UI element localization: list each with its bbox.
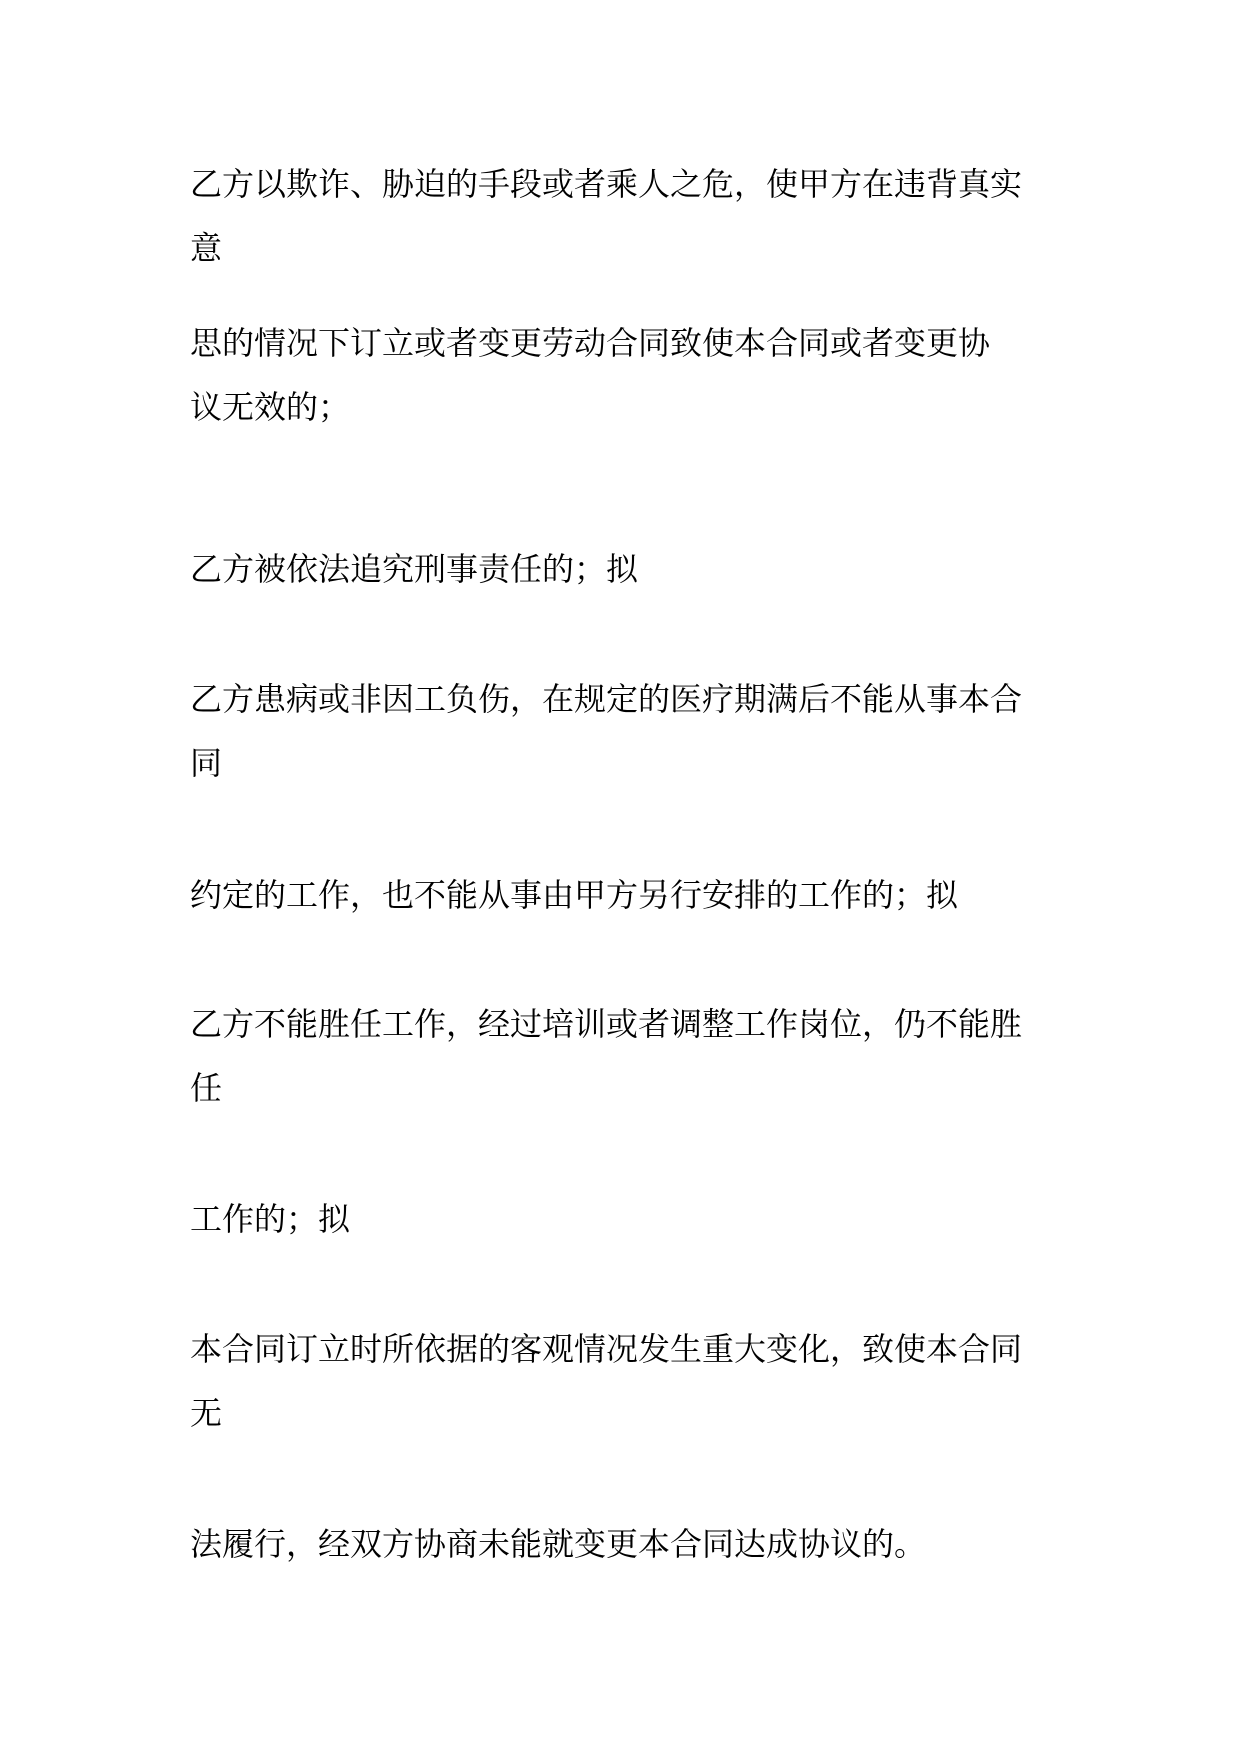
paragraph-line: 本合同订立时所依据的客观情况发生重大变化，致使本合同 (190, 1330, 1023, 1368)
paragraph-line: 意 (190, 229, 223, 267)
paragraph-line: 乙方以欺诈、胁迫的手段或者乘人之危，使甲方在违背真实 (190, 165, 1023, 203)
paragraph-2 (190, 311, 1070, 439)
paragraph-9 (190, 1512, 1070, 1576)
paragraph-line: 思的情况下订立或者变更劳动合同致使本合同或者变更协 (190, 324, 991, 362)
paragraph-line: 乙方患病或非因工负伤，在规定的医疗期满后不能从事本合 (190, 680, 1023, 718)
paragraph-line: 无 (190, 1394, 223, 1432)
paragraph-line: 工作的；拟 (190, 1200, 351, 1238)
paragraph-4 (190, 667, 1070, 795)
paragraph-7 (190, 1187, 1070, 1251)
paragraph-5 (190, 863, 1070, 927)
paragraph-line: 议无效的； (190, 388, 351, 426)
paragraph-line: 任 (190, 1069, 223, 1107)
paragraph-6 (190, 992, 1070, 1120)
paragraph-line: 乙方不能胜任工作，经过培训或者调整工作岗位，仍不能胜 (190, 1005, 1023, 1043)
paragraph-line: 法履行，经双方协商未能就变更本合同达成协议的。 (190, 1525, 927, 1563)
paragraph-8 (190, 1317, 1070, 1445)
paragraph-1 (190, 152, 1070, 280)
paragraph-3 (190, 537, 1070, 601)
paragraph-line: 同 (190, 744, 223, 782)
paragraph-line: 乙方被依法追究刑事责任的；拟 (190, 550, 639, 588)
paragraph-line: 约定的工作，也不能从事由甲方另行安排的工作的；拟 (190, 876, 959, 914)
